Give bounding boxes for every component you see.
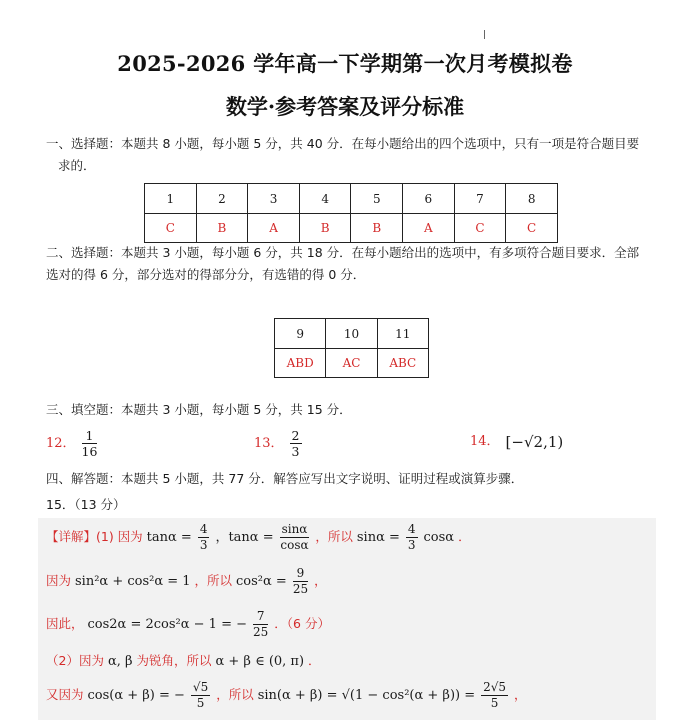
connector-text: ，所以 [194,573,233,588]
answer-row [275,349,429,378]
answer-cell: C [506,214,558,243]
question-number: 9 [275,319,326,349]
section-2-answer-table [274,318,429,378]
fill-label: 12． [46,436,76,451]
question-number: 6 [403,184,455,214]
answer-cell: ABC [377,349,428,378]
connector-text: ，所以 [216,687,254,702]
section-2-line-2: 选对的得 6 分，部分选对的得部分分，有选错的得 0 分． [46,267,366,282]
question-15-label: 15．（13 分） [46,497,126,512]
math-expr: α + β ∈ (0, π) [215,654,305,669]
question-number: 3 [248,184,300,214]
answer-cell: B [196,214,248,243]
fraction [481,680,508,711]
fill-answer-14 [470,430,563,451]
interval-answer: [−√2,1) [505,432,564,451]
section-3-instructions: 三、填空题：本题共 3 小题，每小题 5 分，共 15 分． [46,402,352,417]
numerator: 2 [291,428,300,443]
question-number: 11 [377,319,428,349]
numerator: 4 [199,522,208,536]
numerator: 9 [293,566,308,582]
fraction [293,566,308,597]
connector-text: 因此， [46,616,84,631]
fraction [406,522,418,553]
denominator: cosα [280,538,309,552]
solution-line-1 [46,522,656,553]
connector-text: 为锐角，所以 [136,653,212,668]
denominator: 5 [490,696,499,710]
answer-row [145,214,558,243]
denominator: 3 [407,538,416,552]
math-expr: sin(α + β) = √(1 − cos²(α + β)) = [257,688,476,703]
section-2-line-1: 二、选择题：本题共 3 小题，每小题 6 分，共 18 分．在每小题给出的选项中，有多项符合题目要求．全部 [46,245,640,260]
answer-cell: C [145,214,197,243]
punctuation: ， [314,573,327,588]
denominator: 25 [292,582,309,596]
fraction [253,609,268,640]
answer-cell: C [454,214,506,243]
connector-text: （2）因为 [46,653,104,668]
fraction [198,522,210,553]
denominator: 3 [199,538,208,552]
punctuation: ， [514,687,527,702]
page-subtitle: 数学·参考答案及评分标准 [225,94,465,119]
question-number: 8 [506,184,558,214]
fraction [290,428,302,459]
section-4-instructions: 四、解答题：本题共 5 小题，共 77 分．解答应写出文字说明、证明过程或演算步骤． [46,471,524,486]
fill-answer-13 [254,428,302,459]
math-expr: cosα [423,530,455,545]
fill-label: 14． [470,434,500,449]
numerator: √5 [192,680,209,694]
math-expr: cos(α + β) = − [87,688,185,703]
answer-cell: B [351,214,403,243]
section-2-instructions [46,242,666,286]
detail-prefix: 【详解】(1) 因为 [46,529,143,544]
question-number: 2 [196,184,248,214]
fraction [82,428,98,459]
fill-label: 13． [254,436,284,451]
question-number: 10 [326,319,377,349]
math-expr: cos²α = [236,574,287,589]
question-number: 1 [145,184,197,214]
question-number-row [275,319,429,349]
connector-text: 因为 [46,573,72,588]
fraction [191,680,210,711]
score-note: ．（6 分） [274,616,330,631]
question-number: 7 [454,184,506,214]
question-number-row [145,184,558,214]
fill-answer-12 [46,428,97,459]
answer-cell: AC [326,349,377,378]
numerator: sinα [281,522,308,536]
solution-line-2 [46,566,656,597]
punctuation: ． [458,529,471,544]
page-title: 2025-2026 学年高一下学期第一次月考模拟卷 [117,51,573,76]
denominator: 5 [196,696,205,710]
fraction [280,522,310,553]
solution-line-4 [46,651,656,669]
question-number: 4 [299,184,351,214]
answer-cell: A [248,214,300,243]
math-expr: sinα = [356,530,400,545]
solution-line-5 [46,680,656,711]
page-tick-mark [484,30,485,39]
solution-line-3 [46,609,656,640]
answer-cell: A [403,214,455,243]
section-1-line-1: 一、选择题：本题共 8 小题，每小题 5 分，共 40 分．在每小题给出的四个选项中，只有一项是符合题目要 [46,136,640,151]
punctuation: ． [308,653,321,668]
numerator: 7 [253,609,268,625]
section-1-line-2: 求的． [58,158,96,173]
numerator: 4 [407,522,416,536]
math-expr: tanα = [146,530,192,545]
math-expr: ，tanα = [215,530,274,545]
section-1-instructions [46,133,666,177]
denominator: 3 [291,444,300,459]
connector-text: ，所以 [315,529,353,544]
answer-cell: B [299,214,351,243]
answer-cell: ABD [275,349,326,378]
math-expr: sin²α + cos²α = 1 [75,574,191,589]
connector-text: 又因为 [46,687,84,702]
question-number: 5 [351,184,403,214]
math-expr: α, β [107,654,133,669]
math-expr: cos2α = 2cos²α − 1 = − [87,617,248,632]
section-1-answer-table [144,183,558,243]
denominator: 16 [81,444,98,459]
numerator: 1 [82,428,98,444]
numerator: 2√5 [483,680,507,694]
denominator: 25 [253,625,269,639]
